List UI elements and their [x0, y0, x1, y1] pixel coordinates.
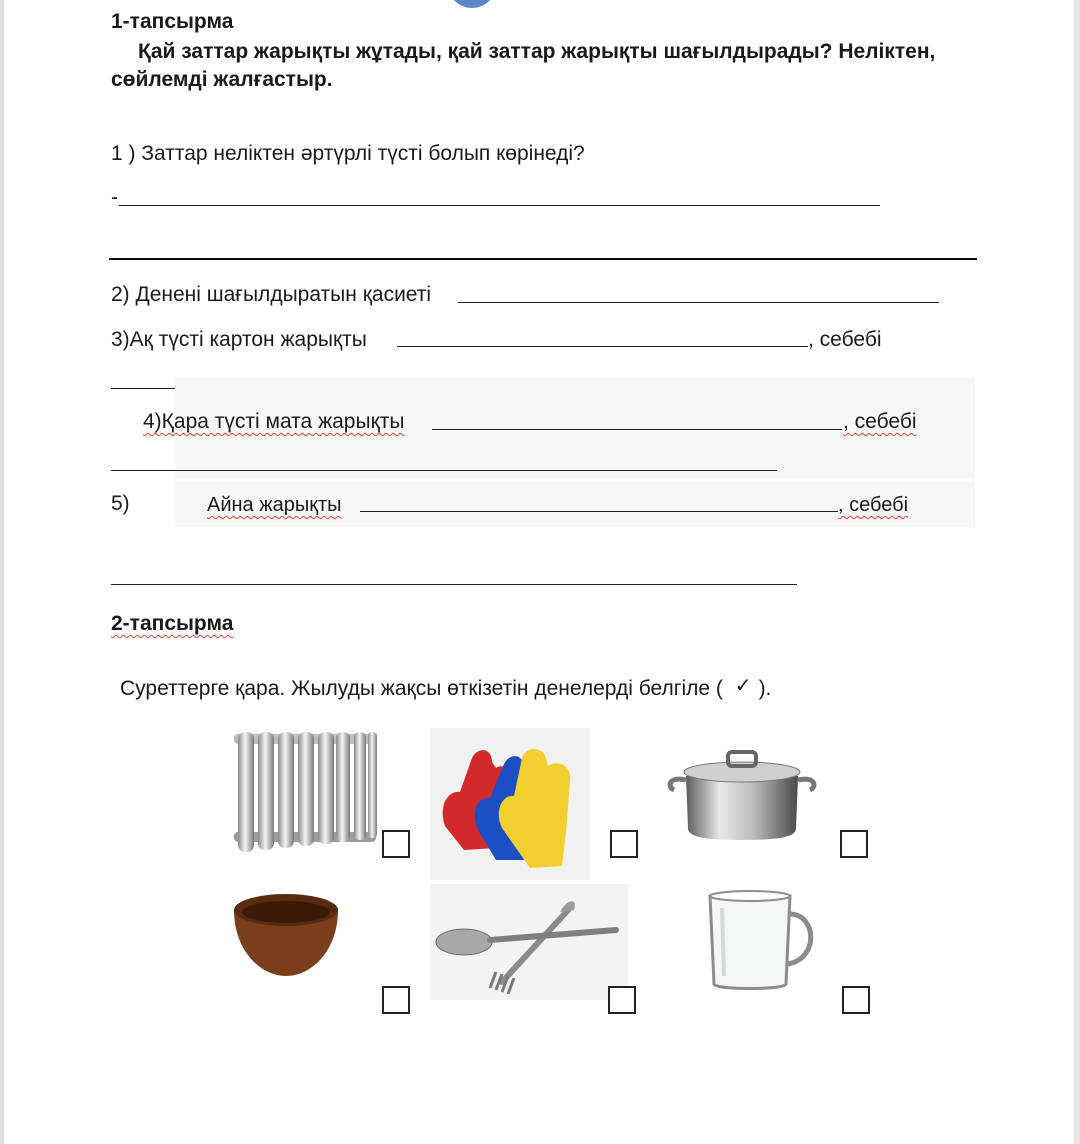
- answer-line-5b[interactable]: [111, 584, 797, 585]
- pot-handle-left: [670, 779, 686, 790]
- task1-heading: 1-тапсырма: [111, 10, 234, 33]
- answer-line-4b[interactable]: [111, 470, 777, 471]
- question-1-dash: -: [111, 186, 118, 209]
- floating-action-button[interactable]: [448, 0, 496, 8]
- oven-mitts-image: [430, 728, 590, 880]
- pot-body: [686, 776, 798, 840]
- mug-handle: [788, 914, 811, 964]
- spoon-bowl: [436, 929, 492, 955]
- answer-line-3[interactable]: [397, 346, 808, 347]
- checkbox-glass-mug[interactable]: [842, 986, 870, 1014]
- answer-line-1a[interactable]: [119, 205, 880, 206]
- answer-line-5[interactable]: [360, 511, 838, 512]
- radiator-image: [230, 728, 380, 856]
- checkbox-cooking-pot[interactable]: [840, 830, 868, 858]
- mug-rim: [710, 891, 790, 901]
- page-edge-left: [0, 0, 4, 1144]
- cooking-pot-image: [664, 746, 820, 844]
- radiator-fins: [238, 732, 377, 852]
- bowl-inside: [242, 901, 330, 923]
- question-2: 2) Денені шағылдыратын қасиеті: [111, 283, 432, 306]
- mug-highlight: [722, 908, 724, 976]
- question-3: 3)Ақ түсті картон жарықты: [111, 328, 367, 351]
- glass-mug-image: [704, 888, 824, 994]
- checkbox-radiator[interactable]: [382, 830, 410, 858]
- task2-instruction: [120, 677, 771, 701]
- page-edge-right: [1074, 0, 1080, 1144]
- question-5-number: 5): [111, 492, 130, 515]
- task1-instruction-line2: сөйлемді жалғастыр.: [111, 68, 333, 91]
- question-4: [143, 410, 404, 434]
- task1-instruction-line1: Қай заттар жарықты жұтады, қай заттар жарықты шағылдырады? Неліктен,: [138, 40, 936, 63]
- task2-instruction-end: ).: [758, 677, 772, 700]
- answer-line-2[interactable]: [458, 302, 939, 303]
- wooden-bowl-image: [230, 890, 342, 978]
- question-4-text: 4)Қара түсті мата жарықты: [143, 410, 405, 433]
- question-5-reason: , себебі: [838, 494, 909, 516]
- checkbox-wooden-bowl[interactable]: [382, 986, 410, 1014]
- checkbox-oven-mitts[interactable]: [610, 830, 638, 858]
- question-1: 1 ) Заттар неліктен әртүрлі түсті болып көрінеді?: [111, 142, 585, 165]
- answer-line-4[interactable]: [432, 429, 842, 430]
- spoon-and-fork-image: [430, 884, 628, 1000]
- answer-line-1b[interactable]: [109, 258, 977, 260]
- question-3-reason: , себебі: [808, 328, 882, 351]
- task2-instruction-text: Суреттерге қара. Жылуды жақсы өткізетін денелерді белгіле (: [120, 677, 723, 700]
- question-5: Айна жарықты: [207, 494, 342, 516]
- question-4-reason: , себебі: [843, 410, 917, 433]
- task2-heading: 2-тапсырма: [111, 612, 234, 635]
- checkmark-icon: ✓: [734, 675, 752, 697]
- pot-handle-right: [798, 779, 814, 790]
- checkbox-spoon-and-fork[interactable]: [608, 986, 636, 1014]
